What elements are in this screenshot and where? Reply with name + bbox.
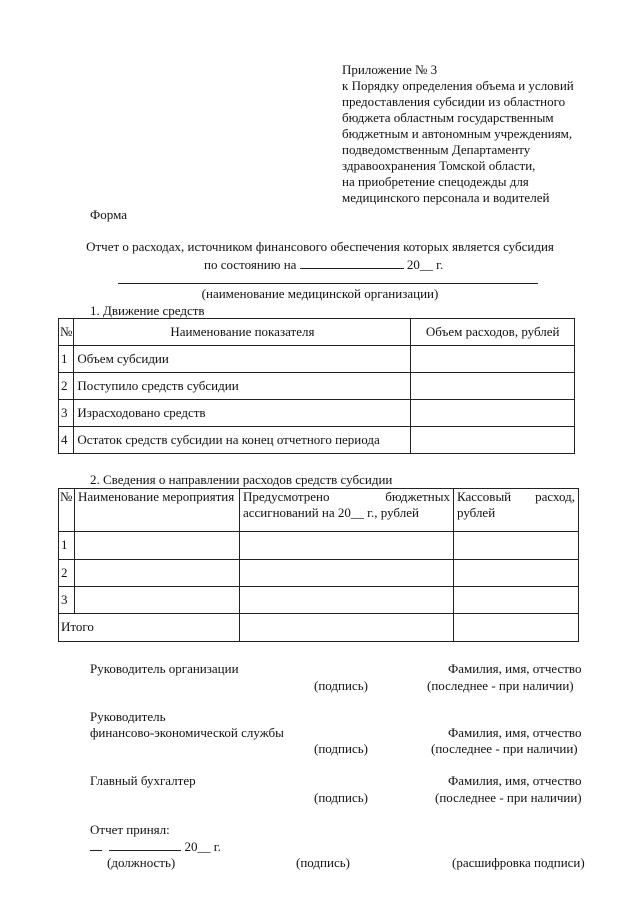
table-row [59,560,579,587]
table-header-row [59,319,575,346]
report-date-prefix: по состоянию на [204,257,297,272]
expense-directions-table [58,488,579,642]
total-row [59,614,579,642]
header-activity: Наименование мероприятия [75,489,240,532]
row-cash-cell[interactable] [454,560,579,587]
header-amount: Объем расходов, рублей [411,319,575,346]
row-num: 3 [59,587,75,614]
row-num: 1 [59,346,74,373]
date-blank-line [300,256,404,269]
total-label: Итого [59,614,240,642]
signature-chief-fio: Фамилия, имя, отчество [448,773,582,788]
table-row [59,373,575,400]
header-planned-line2: ассигнований на 20__ г., рублей [243,505,419,521]
table-row [59,427,575,454]
signature-fin-label-1: Руководитель [90,709,166,724]
month-blank-line [109,838,181,851]
signature-head-fio: Фамилия, имя, отчество [448,661,582,676]
report-title: Отчет о расходах, источником финансового обеспечения которых является субсидия [86,239,554,254]
row-activity-cell[interactable] [75,532,240,560]
accepted-date [90,838,221,855]
section1-title: 1. Движение средств [90,303,205,318]
table-row [59,532,579,560]
total-planned-cell[interactable] [240,614,454,642]
header-num: № [59,319,74,346]
table-header-row [59,489,579,532]
appendix-line: к Порядку определения объема и условий [342,78,574,93]
day-blank-line [90,838,102,851]
accepted-label: Отчет принял: [90,822,170,837]
table-row [59,587,579,614]
header-cash-line1: Кассовый расход, [457,489,575,504]
total-cash-cell[interactable] [454,614,579,642]
accepted-position: (должность) [107,855,176,870]
row-num: 4 [59,427,74,454]
row-name: Объем субсидии [74,346,411,373]
row-num: 2 [59,560,75,587]
row-value[interactable] [411,373,575,400]
signature-fin-fio-note: (последнее - при наличии) [431,741,578,756]
signature-fin-podpis: (подпись) [314,741,368,756]
accepted-signature: (подпись) [296,855,350,870]
row-value[interactable] [411,427,575,454]
appendix-line: Приложение № 3 [342,62,438,77]
signature-head-podpis: (подпись) [314,678,368,693]
row-planned-cell[interactable] [240,587,454,614]
row-num: 2 [59,373,74,400]
row-value[interactable] [411,346,575,373]
section2-title: 2. Сведения о направлении расходов средств субсидии [90,472,393,487]
org-name-line [118,283,538,284]
signature-chief-label: Главный бухгалтер [90,773,196,788]
row-activity-cell[interactable] [75,587,240,614]
appendix-line: бюджета областным государственным [342,110,554,125]
table-row [59,346,575,373]
appendix-line: подведомственным Департаменту [342,142,531,157]
header-planned [240,489,454,532]
appendix-line: на приобретение спецодежды для [342,174,529,189]
appendix-block [342,62,612,206]
header-cash [454,489,579,532]
report-date [204,256,443,273]
row-name: Остаток средств субсидии на конец отчетного периода [74,427,411,454]
row-value[interactable] [411,400,575,427]
header-indicator: Наименование показателя [74,319,411,346]
row-planned-cell[interactable] [240,560,454,587]
signature-head-fio-note: (последнее - при наличии) [427,678,574,693]
row-cash-cell[interactable] [454,532,579,560]
row-activity-cell[interactable] [75,560,240,587]
signature-chief-podpis: (подпись) [314,790,368,805]
org-caption: (наименование медицинской организации) [201,286,439,301]
accepted-year: 20__ г. [184,839,221,854]
appendix-line: бюджетным и автономным учреждениям, [342,126,573,141]
table-row [59,400,575,427]
report-date-year: 20__ г. [406,257,444,272]
row-num: 1 [59,532,75,560]
signature-fin-fio: Фамилия, имя, отчество [448,725,582,740]
header-cash-line2: рублей [457,505,496,521]
row-cash-cell[interactable] [454,587,579,614]
signature-fin-label-2: финансово-экономической службы [90,725,284,740]
funds-movement-table [58,318,575,454]
row-planned-cell[interactable] [240,532,454,560]
appendix-line: медицинского персонала и водителей [342,190,550,205]
form-label: Форма [90,207,127,222]
appendix-line: здравоохранения Томской области, [342,158,536,173]
appendix-line: предоставления субсидии из областного [342,94,566,109]
header-planned-line1: Предусмотрено бюджетных [243,489,450,504]
row-name: Израсходовано средств [74,400,411,427]
row-name: Поступило средств субсидии [74,373,411,400]
signature-head-label: Руководитель организации [90,661,239,676]
signature-chief-fio-note: (последнее - при наличии) [435,790,582,805]
accepted-decoding: (расшифровка подписи) [452,855,585,870]
header-num: № [59,489,75,532]
row-num: 3 [59,400,74,427]
